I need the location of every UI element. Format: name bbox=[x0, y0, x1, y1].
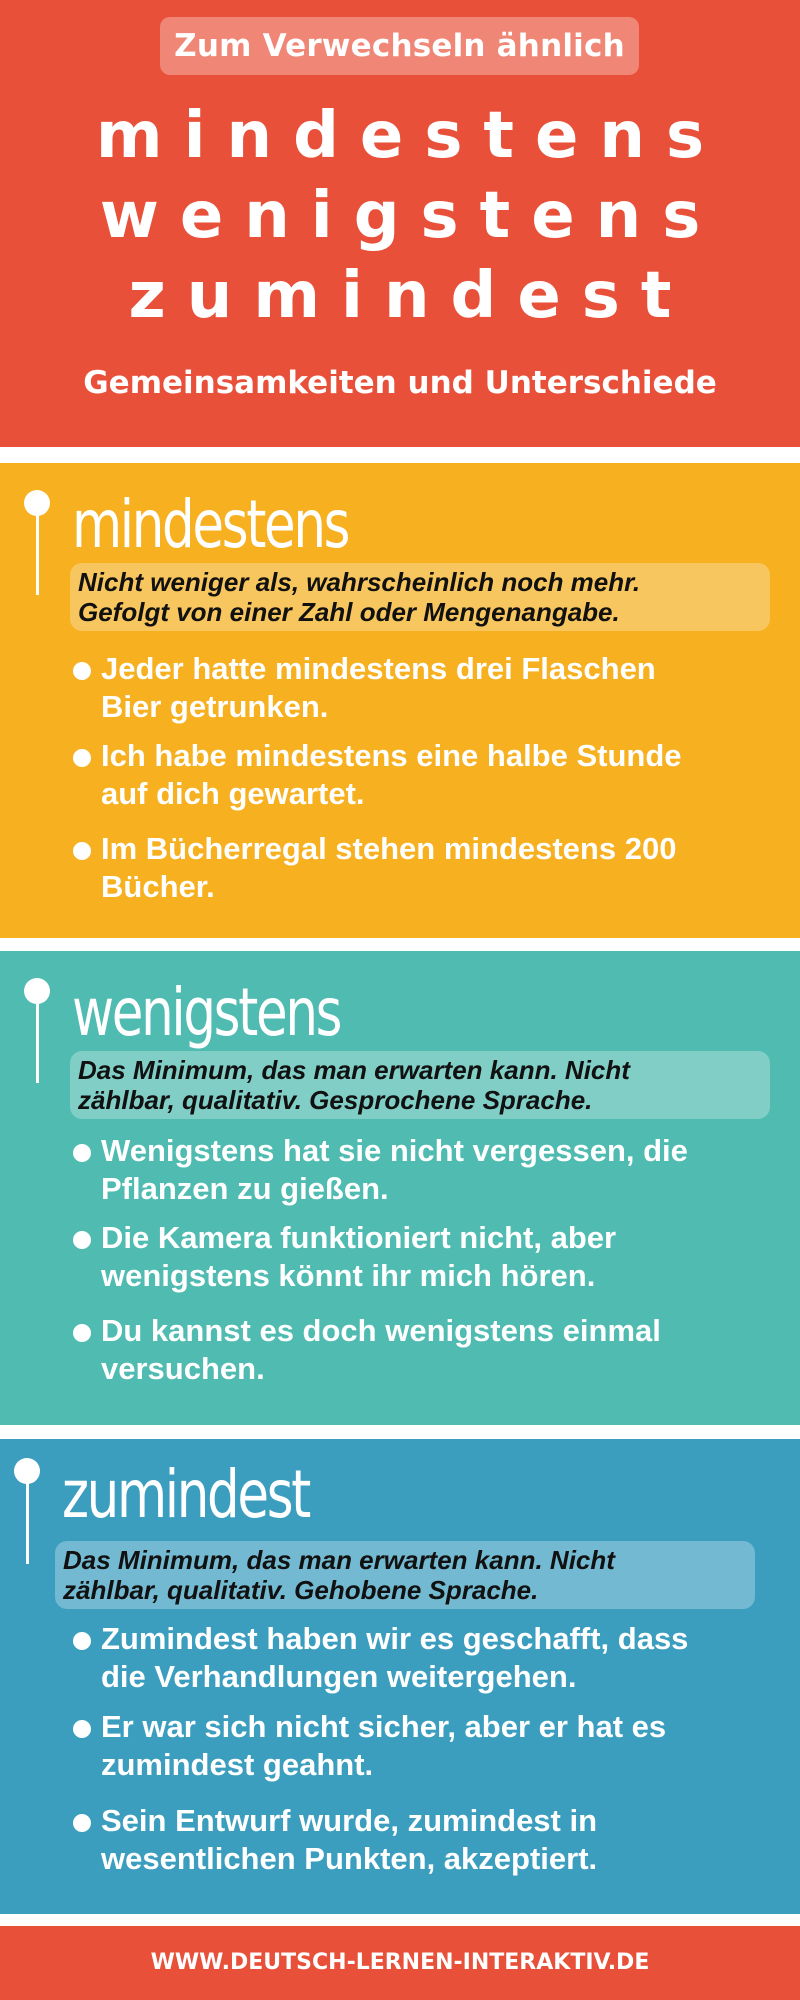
pin-line bbox=[26, 1481, 29, 1564]
definition-box bbox=[70, 1051, 770, 1119]
header-tag: Zum Verwechseln ähnlich bbox=[160, 17, 639, 75]
header-banner bbox=[0, 0, 800, 447]
example-line: Die Kamera funktioniert nicht, aber bbox=[101, 1220, 617, 1255]
example-line: Ich habe mindestens eine halbe Stunde bbox=[101, 738, 682, 773]
bullet-icon bbox=[73, 1324, 91, 1342]
example-line: Jeder hatte mindestens drei Flaschen bbox=[101, 651, 656, 686]
definition-line: Das Minimum, das man erwarten kann. Nicht bbox=[78, 1055, 630, 1085]
example-line: wenigstens könnt ihr mich hören. bbox=[101, 1258, 596, 1293]
example-line: Du kannst es doch wenigstens einmal bbox=[101, 1313, 661, 1348]
header-word-mindestens: mindestens bbox=[95, 99, 726, 173]
example-line: Bier getrunken. bbox=[101, 689, 329, 724]
definition-line: zählbar, qualitativ. Gesprochene Sprache. bbox=[78, 1085, 593, 1115]
example-line: Pflanzen zu gießen. bbox=[101, 1171, 389, 1206]
example-line: wesentlichen Punkten, akzeptiert. bbox=[101, 1841, 598, 1876]
definition-line: zählbar, qualitativ. Gehobene Sprache. bbox=[63, 1575, 539, 1605]
example-line: Bücher. bbox=[101, 869, 215, 904]
bullet-icon bbox=[73, 842, 91, 860]
bullet-icon bbox=[73, 1231, 91, 1249]
definition-line: Nicht weniger als, wahrscheinlich noch mehr. bbox=[78, 567, 641, 597]
example-line: Im Bücherregal stehen mindestens 200 bbox=[101, 831, 677, 866]
example-line: versuchen. bbox=[101, 1351, 265, 1386]
header-subtitle: Gemeinsamkeiten und Unterschiede bbox=[83, 365, 717, 401]
bullet-icon bbox=[73, 749, 91, 767]
header-word-zumindest: zumindest bbox=[128, 259, 693, 333]
section-wenigstens bbox=[0, 951, 800, 1425]
bullet-icon bbox=[73, 1144, 91, 1162]
section-mindestens bbox=[0, 463, 800, 938]
example-line: Sein Entwurf wurde, zumindest in bbox=[101, 1803, 598, 1838]
definition-line: Das Minimum, das man erwarten kann. Nicht bbox=[63, 1545, 615, 1575]
header-word-wenigstens: wenigstens bbox=[99, 179, 722, 253]
section-title: mindestens bbox=[72, 486, 349, 563]
definition-box bbox=[70, 563, 770, 631]
pin-line bbox=[36, 1001, 39, 1083]
example-line: zumindest geahnt. bbox=[101, 1747, 374, 1782]
section-title: zumindest bbox=[62, 1456, 310, 1533]
section-title: wenigstens bbox=[72, 974, 341, 1051]
bullet-icon bbox=[73, 662, 91, 680]
definition-box bbox=[55, 1541, 755, 1609]
example-line: die Verhandlungen weitergehen. bbox=[101, 1659, 577, 1694]
header-words bbox=[0, 96, 800, 336]
bullet-icon bbox=[73, 1632, 91, 1650]
bullet-icon bbox=[73, 1814, 91, 1832]
bullet-icon bbox=[73, 1720, 91, 1738]
example-line: auf dich gewartet. bbox=[101, 776, 365, 811]
example-line: Zumindest haben wir es geschafft, dass bbox=[101, 1621, 689, 1656]
section-zumindest bbox=[0, 1439, 800, 1914]
example-line: Wenigstens hat sie nicht vergessen, die bbox=[101, 1133, 688, 1168]
definition-line: Gefolgt von einer Zahl oder Mengenangabe. bbox=[78, 597, 620, 627]
footer-url[interactable]: WWW.DEUTSCH-LERNEN-INTERAKTIV.DE bbox=[0, 1926, 800, 2000]
pin-line bbox=[36, 513, 39, 595]
example-line: Er war sich nicht sicher, aber er hat es bbox=[101, 1709, 667, 1744]
